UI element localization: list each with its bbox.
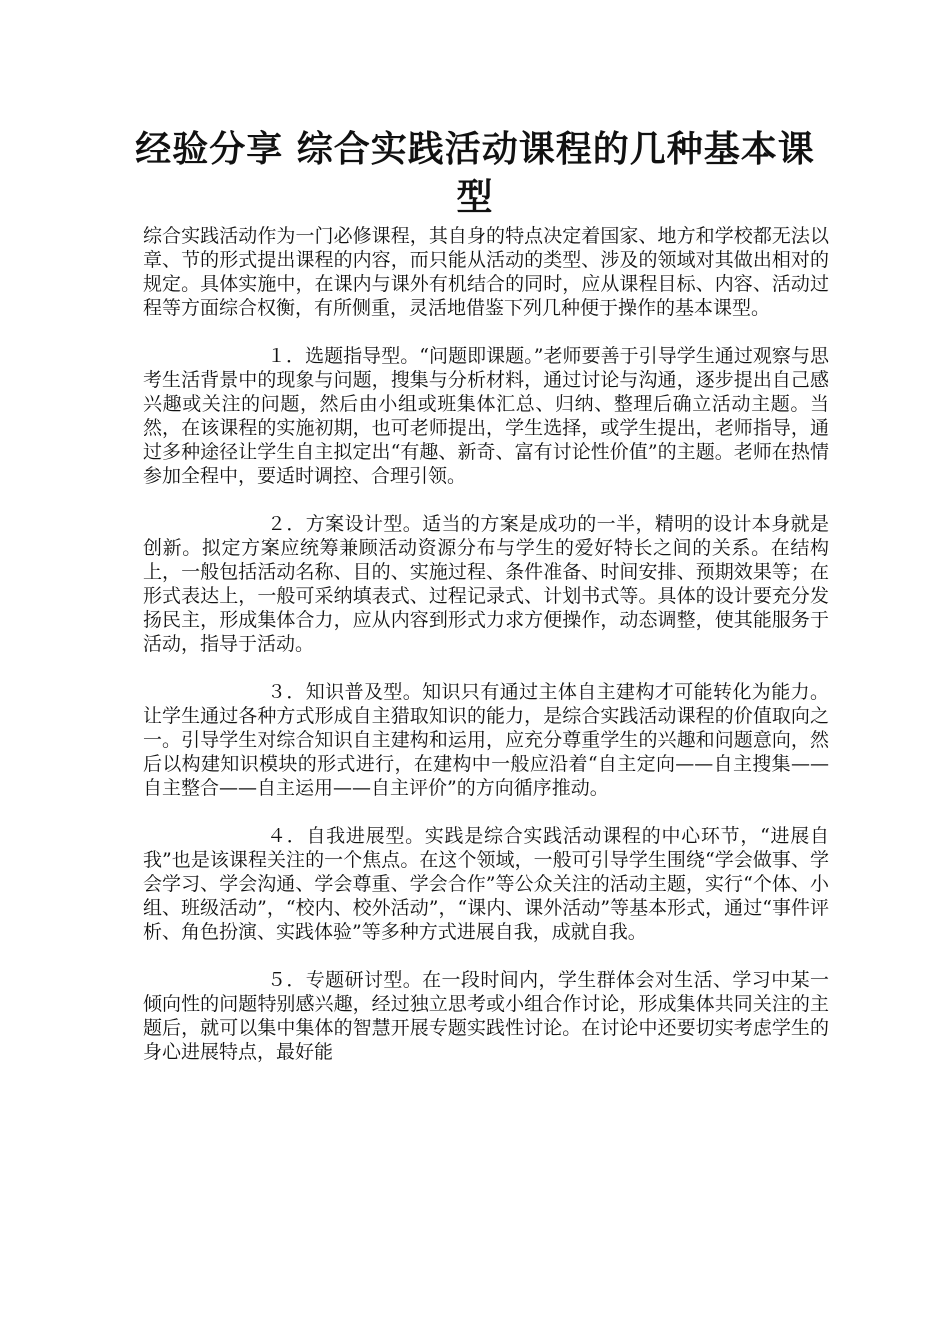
paragraph-knowledge-popularization: ３．知识普及型。知识只有通过主体自主建构才可能转化为能力。让学生通过各种方式形成自主猎取知识的能力，是综合实践活动课程的价值取向之一。引导学生对综合知识自主建构和运用，应充分尊重学生的兴趣和问题意向，然后以构建知识模块的形式进行，在建构中一般应沿着“自主定向——自主搜集——自主整合——自主运用——自主评价”的方向循序推动。 xyxy=(143,681,829,799)
paragraph-self-development: ４．自我进展型。实践是综合实践活动课程的中心环节，“进展自我”也是该课程关注的一个焦点。在这个领域，一般可引导学生围绕“学会做事、学会学习、学会沟通、学会尊重、学会合作”等公众关注的活动主题，实行“个体、小组、班级活动”，“校内、校外活动”，“课内、课外活动”等基本形式，通过“事件评析、角色扮演、实践体验”等多种方式进展自我，成就自我。 xyxy=(143,825,829,943)
intro-paragraph: 综合实践活动作为一门必修课程，其自身的特点决定着国家、地方和学校都无法以章、节的形式提出课程的内容，而只能从活动的类型、涉及的领域对其做出相对的规定。具体实施中，在课内与课外有机结合的同时，应从课程目标、内容、活动过程等方面综合权衡，有所侧重，灵活地借鉴下列几种便于操作的基本课型。 xyxy=(143,225,829,319)
paragraph-plan-design: ２．方案设计型。适当的方案是成功的一半，精明的设计本身就是创新。拟定方案应统筹兼顾活动资源分布与学生的爱好特长之间的关系。在结构上，一般包括活动名称、目的、实施过程、条件准备、时间安排、预期效果等；在形式表达上，一般可采纳填表式、过程记录式、计划书式等。具体的设计要充分发扬民主，形成集体合力，应从内容到形式力求方便操作，动态调整，使其能服务于活动，指导于活动。 xyxy=(143,513,829,655)
document-title: 经验分享 综合实践活动课程的几种基本课型 xyxy=(135,129,815,218)
document-body xyxy=(143,224,829,1064)
paragraph-topic-discussion: ５．专题研讨型。在一段时间内，学生群体会对生活、学习中某一倾向性的问题特别感兴趣，经过独立思考或小组合作讨论，形成集体共同关注的主题后，就可以集中集体的智慧开展专题实践性讨论。在讨论中还要切实考虑学生的身心进展特点，最好能 xyxy=(143,969,829,1063)
paragraph-topic-guidance: １．选题指导型。“问题即课题。”老师要善于引导学生通过观察与思考生活背景中的现象与问题，搜集与分析材料，通过讨论与沟通，逐步提出自己感兴趣或关注的问题，然后由小组或班集体汇总、归纳、整理后确立活动主题。当然，在该课程的实施初期，也可老师提出，学生选择，或学生提出，老师指导，通过多种途径让学生自主拟定出“有趣、新奇、富有讨论性价值”的主题。老师在热情参加全程中，要适时调控、合理引领。 xyxy=(143,345,829,487)
